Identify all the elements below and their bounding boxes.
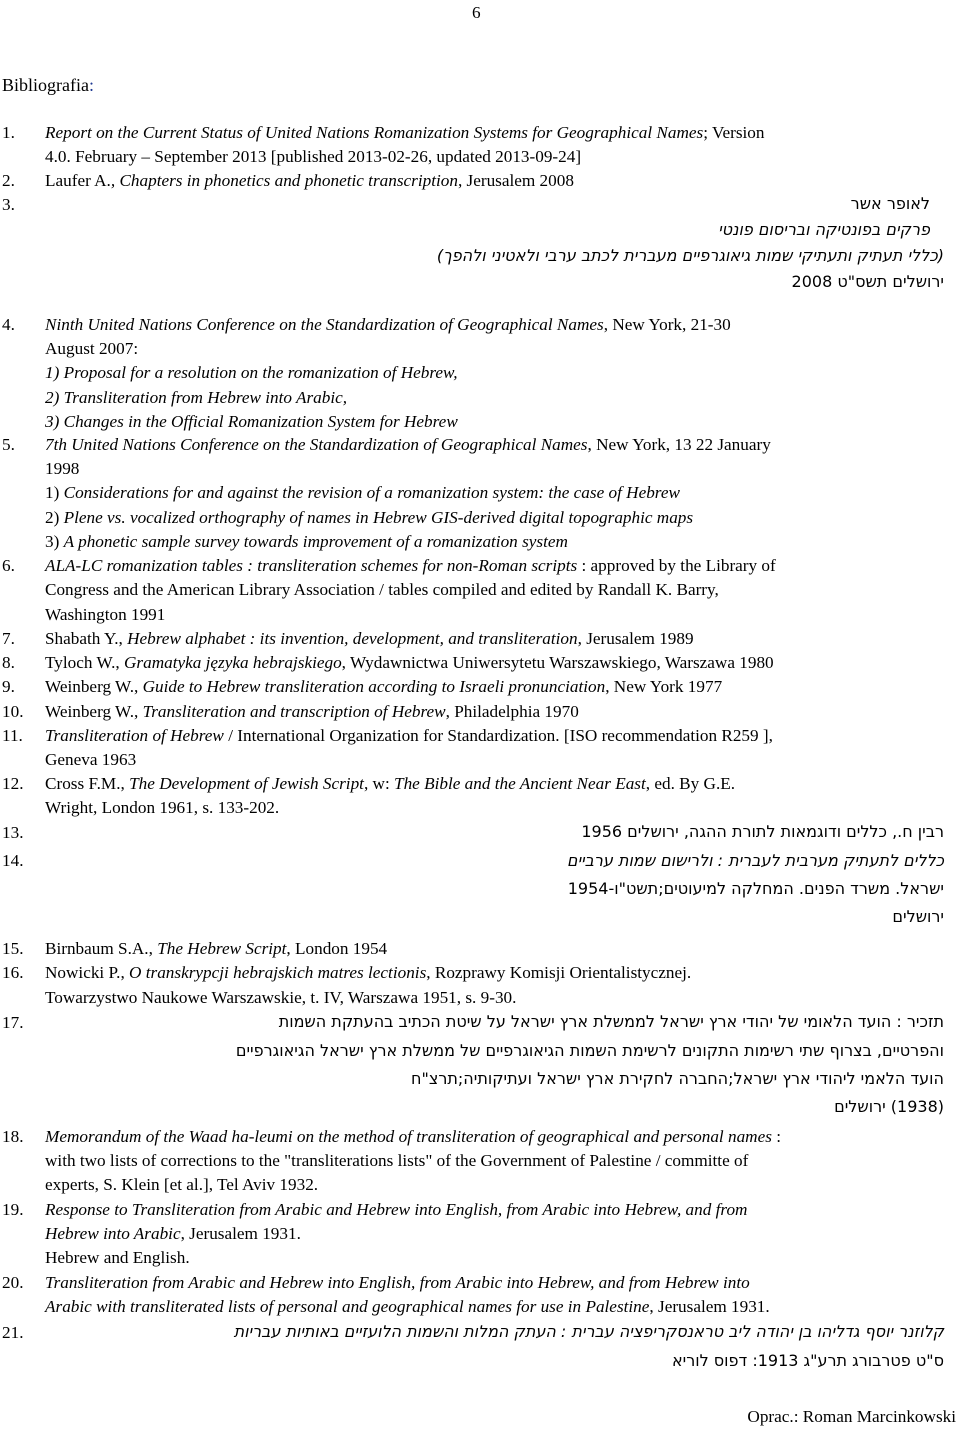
- entry-number: 11.: [2, 726, 23, 745]
- entry-title: Transliteration from Arabic and Hebrew into English, from Arabic into Hebrew, and from Hebrew into: [45, 1273, 750, 1292]
- entry-line: [45, 1298, 770, 1315]
- entry-number: 2.: [2, 171, 15, 190]
- entry-line: [45, 557, 776, 574]
- entry-text: , Jerusalem 1931.: [649, 1297, 770, 1316]
- entry-title: A phonetic sample survey towards improvement of a romanization system: [63, 532, 568, 551]
- entry-text: experts, S. Klein [et al.], Tel Aviv 1932.: [45, 1175, 319, 1194]
- entry-text: ,: [134, 702, 143, 721]
- hebrew-entry-line: כללים לתעתיק מערבית לעברית : ולרישום שמות ערביים: [566, 851, 944, 870]
- hebrew-entry-line: ירושלים: [892, 907, 944, 926]
- entry-line: [45, 989, 516, 1006]
- hebrew-entry-line: (1938) ירושלים: [834, 1097, 944, 1116]
- entry-line: [45, 799, 279, 816]
- entry-text: :: [771, 1127, 781, 1146]
- entry-text: Weinberg W.: [45, 677, 134, 696]
- entry-title: ALA-LC romanization tables : transliteration schemes for non-Roman scripts: [45, 556, 578, 575]
- entry-line: [45, 1201, 747, 1218]
- hebrew-entry-line: ישראל. משרד הפנים. המחלקה למיעוטים;תשט"ו-1954: [567, 879, 944, 898]
- hebrew-entry-line: לאופר אשר: [850, 194, 930, 213]
- entry-text: , Rozprawy Komisji Orientalistycznej.: [426, 963, 692, 982]
- entry-text: 3): [45, 532, 64, 551]
- entry-text: , Wydawnictwa Uniwersytetu Warszawskiego, Warszawa 1980: [341, 653, 774, 672]
- entry-line: [45, 654, 774, 671]
- entry-line: [45, 964, 691, 981]
- bibliography-heading: [2, 76, 94, 94]
- entry-number: 20.: [2, 1273, 24, 1292]
- hebrew-entry-line: הועד הלאמי ליהודי ארץ ישראל;החברה לחקירת ארץ ישראל ועתיקותיה;תרצ"ח: [411, 1069, 944, 1088]
- entry-line: [45, 1274, 750, 1291]
- entry-line: [45, 727, 773, 744]
- entry-title: Considerations for and against the revision of a romanization system: the case of Hebrew: [63, 483, 680, 502]
- entry-line: [45, 775, 735, 792]
- entry-line: [45, 509, 693, 526]
- entry-text: ,: [148, 939, 158, 958]
- entry-title: 7th United Nations Conference on the Standardization of Geographical Names: [45, 435, 588, 454]
- hebrew-entry-line: (כללי תעתיק ותעתיקי שמות גיאוגרפיים מעברית לכתב ערבי ולאטיני ולהפך): [436, 246, 944, 265]
- entry-text: ,: [115, 653, 125, 672]
- entry-line: [45, 148, 581, 165]
- page-number: 6: [472, 3, 481, 22]
- entry-number: 1.: [2, 123, 15, 142]
- entry-title: 1) Proposal for a resolution on the romanization of Hebrew,: [45, 363, 458, 382]
- entry-line: [45, 606, 165, 623]
- entry-line: [45, 316, 731, 333]
- entry-number: 17.: [2, 1013, 24, 1032]
- entry-number: 3.: [2, 195, 15, 214]
- entry-line: [45, 533, 568, 550]
- entry-text: ,: [134, 677, 143, 696]
- hebrew-entry-line: ירושלים תשס"ט 2008: [791, 272, 944, 291]
- entry-text: Congress and the American Library Association / tables compiled and edited by Randall K. Barry,: [45, 580, 719, 599]
- entry-text: Nowicki P.: [45, 963, 121, 982]
- entry-line: [45, 581, 719, 598]
- entry-number: 12.: [2, 774, 24, 793]
- entry-text: , Jerusalem 1989: [577, 629, 694, 648]
- entry-text: , Jerusalem 2008: [457, 171, 574, 190]
- entry-title: Arabic with transliterated lists of personal and geographical names for use in Palestine: [45, 1297, 650, 1316]
- entry-title: , Chapters in phonetics and phonetic transcription: [110, 171, 458, 190]
- heading-label: Bibliografia: [2, 75, 89, 95]
- entry-title: Transliteration and transcription of Hebrew: [142, 702, 446, 721]
- entry-number: 10.: [2, 702, 24, 721]
- entry-text: , New York 1977: [605, 677, 723, 696]
- entry-number: 6.: [2, 556, 15, 575]
- entry-text: , London 1954: [286, 939, 388, 958]
- entry-text: Towarzystwo Naukowe Warszawskie, t. IV, Warszawa 1951, s. 9-30.: [45, 988, 517, 1007]
- entry-text: Birnbaum S.A.: [45, 939, 149, 958]
- entry-text: / International Organization for Standardization. [ISO recommendation R259 ],: [223, 726, 773, 745]
- entry-text: ; Version: [703, 123, 765, 142]
- entry-text: Hebrew and English.: [45, 1248, 190, 1267]
- entry-text: ,: [118, 629, 128, 648]
- entry-text: Weinberg W.: [45, 702, 134, 721]
- entry-title: Hebrew alphabet : its invention, development, and transliteration: [127, 629, 578, 648]
- entry-title: Guide to Hebrew transliteration according to Israeli pronunciation: [142, 677, 606, 696]
- entry-text: Wright, London 1961, s. 133-202.: [45, 798, 280, 817]
- entry-line: [45, 1176, 318, 1193]
- entry-title: 2) Transliteration from Hebrew into Arabic,: [45, 388, 348, 407]
- entry-text: , New York, 13 22 January: [587, 435, 771, 454]
- hebrew-entry-line: קלוזנר יוסף גדליהו בן יהודה ליב טראנסקריפציה עברית : העתק המלות והשמות הלועזיים באותיות עבריות: [233, 1322, 944, 1341]
- entry-line: [45, 940, 387, 957]
- entry-title: Report on the Current Status of United Nations Romanization Systems for Geographical Names: [45, 123, 704, 142]
- entry-text: 2): [45, 508, 64, 527]
- entry-text: ,: [120, 774, 130, 793]
- entry-text: : approved by the Library of: [577, 556, 776, 575]
- hebrew-entry-line: רבין ח., כללים ודוגמאות לתורת ההגה, ירושלים 1956: [581, 822, 944, 841]
- hebrew-entry-line: פרקים בפונטיקה ובריסום פונטי: [718, 220, 930, 239]
- entry-title: Memorandum of the Waad ha-leumi on the method of transliteration of geographical and personal names: [45, 1127, 772, 1146]
- entry-number: 16.: [2, 963, 24, 982]
- entry-line: [45, 436, 771, 453]
- entry-line: [45, 703, 579, 720]
- entry-line: [45, 364, 458, 381]
- entry-number: 8.: [2, 653, 15, 672]
- entry-line: [45, 1152, 748, 1169]
- entry-line: [45, 389, 347, 406]
- entry-line: [45, 630, 694, 647]
- heading-colon: :: [88, 75, 94, 95]
- entry-text: , Philadelphia 1970: [445, 702, 579, 721]
- entry-line: [45, 1128, 781, 1145]
- entry-text: August 2007:: [45, 339, 139, 358]
- entry-line: [45, 413, 458, 430]
- hebrew-entry-line: ס"ט פטרבורג תרע"ג 1913: דפוס לוריא: [671, 1351, 944, 1370]
- entry-line: [45, 1249, 190, 1266]
- entry-number: 15.: [2, 939, 24, 958]
- entry-title: 3) Changes in the Official Romanization System for Hebrew: [45, 412, 458, 431]
- entry-text: , New York, 21-30: [603, 315, 731, 334]
- entry-number: 18.: [2, 1127, 24, 1146]
- entry-line: [45, 340, 138, 357]
- entry-title: Transliteration of Hebrew: [45, 726, 224, 745]
- entry-number: 5.: [2, 435, 15, 454]
- entry-text: Washington 1991: [45, 605, 166, 624]
- entry-title: The Bible and the Ancient Near East: [394, 774, 646, 793]
- entry-line: [45, 124, 764, 141]
- entry-text: Laufer A.: [45, 171, 111, 190]
- entry-line: [45, 172, 574, 189]
- entry-text: Shabath Y.: [45, 629, 119, 648]
- entry-title: Response to Transliteration from Arabic and Hebrew into English, from Arabic into Hebrew, and from: [45, 1200, 748, 1219]
- entry-number: 14.: [2, 851, 24, 870]
- entry-line: [45, 460, 79, 477]
- entry-number: 4.: [2, 315, 15, 334]
- entry-line: [45, 1225, 301, 1242]
- entry-text: , Jerusalem 1931.: [180, 1224, 301, 1243]
- entry-title: The Hebrew Script: [157, 939, 287, 958]
- entry-text: 4.0. February – September 2013 [published 2013-02-26, updated 2013-09-24]: [45, 147, 582, 166]
- entry-title: Hebrew into Arabic: [45, 1224, 181, 1243]
- entry-title: The Development of Jewish Script: [129, 774, 364, 793]
- entry-text: Tyloch W.: [45, 653, 116, 672]
- entry-number: 13.: [2, 823, 24, 842]
- hebrew-entry-line: והפרטיים, בצרוף שתי רשימות התקונים לרשימת השמות הגיאוגרפיים של ממשלת ארץ ישראל הגיאוגרפיים: [235, 1041, 944, 1060]
- entry-line: [45, 751, 136, 768]
- entry-title: O transkrypcji hebrajskich matres lectionis: [129, 963, 427, 982]
- entry-number: 9.: [2, 677, 15, 696]
- entry-title: Plene vs. vocalized orthography of names in Hebrew GIS-derived digital topographic maps: [63, 508, 694, 527]
- entry-title: Gramatyka języka hebrajskiego: [124, 653, 342, 672]
- entry-text: , ed. By G.E.: [645, 774, 736, 793]
- entry-text: 1): [45, 483, 64, 502]
- entry-number: 21.: [2, 1323, 24, 1342]
- entry-text: , w:: [363, 774, 395, 793]
- entry-text: 1998: [45, 459, 80, 478]
- entry-line: [45, 678, 722, 695]
- entry-text: Geneva 1963: [45, 750, 137, 769]
- hebrew-entry-line: תזכיר : הועד הלאומי של יהודי ארץ ישראל לממשלת ארץ ישראל על שיטת הכתיב בהעתקת השמות: [278, 1012, 944, 1031]
- entry-text: ,: [120, 963, 130, 982]
- entry-text: with two lists of corrections to the "transliterations lists" of the Government of Palestine / committe of: [45, 1151, 749, 1170]
- entry-line: [45, 484, 680, 501]
- entry-text: Cross F.M.: [45, 774, 121, 793]
- entry-number: 7.: [2, 629, 15, 648]
- entry-title: Ninth United Nations Conference on the Standardization of Geographical Names: [45, 315, 604, 334]
- footer-author: Oprac.: Roman Marcinkowski: [747, 1407, 956, 1426]
- entry-number: 19.: [2, 1200, 24, 1219]
